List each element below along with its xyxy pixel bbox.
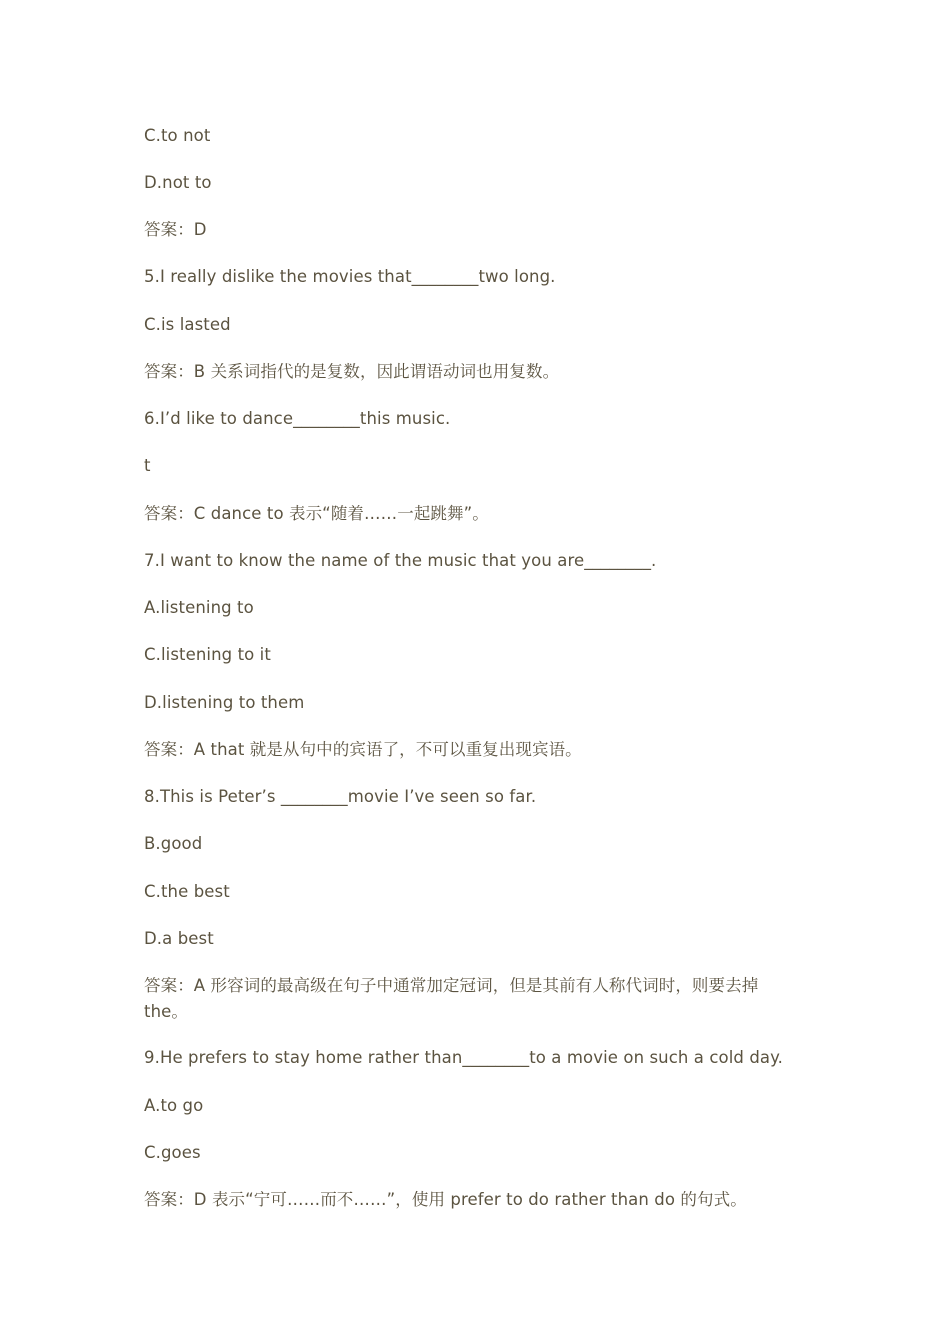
question-7: 7.I want to know the name of the music that you are________. [144, 551, 657, 570]
option-c-q7: C.listening to it [144, 645, 271, 664]
option-d-q8: D.a best [144, 929, 214, 948]
answer-q6: 答案：C dance to 表示“随着……一起跳舞”。 [144, 504, 489, 523]
answer-q7: 答案：A that 就是从句中的宾语了，不可以重复出现宾语。 [144, 740, 582, 759]
question-8: 8.This is Peter’s ________movie I’ve seen so far. [144, 787, 537, 806]
option-c-q9: C.goes [144, 1143, 201, 1162]
answer-q5: 答案：B 关系词指代的是复数，因此谓语动词也用复数。 [144, 362, 560, 381]
answer-q9: 答案：D 表示“宁可……而不……”，使用 prefer to do rather than do 的句式。 [144, 1190, 747, 1209]
option-a-q9: A.to go [144, 1096, 204, 1115]
option-d-q4: D.not to [144, 173, 212, 192]
option-b-q8: B.good [144, 834, 203, 853]
option-c-q8: C.the best [144, 882, 230, 901]
fragment-line: t [144, 456, 151, 475]
option-a-q7: A.listening to [144, 598, 254, 617]
answer-q8: 答案：A 形容词的最高级在句子中通常加定冠词，但是其前有人称代词时，则要去掉the。 [144, 976, 759, 1021]
option-d-q7: D.listening to them [144, 693, 305, 712]
option-c-q5: C.is lasted [144, 315, 231, 334]
question-6: 6.I’d like to dance________this music. [144, 409, 451, 428]
question-9: 9.He prefers to stay home rather than________to a movie on such a cold day. [144, 1048, 783, 1067]
option-c-q4: C.to not [144, 126, 211, 145]
question-5: 5.I really dislike the movies that________two long. [144, 267, 556, 286]
answer-q4: 答案：D [144, 220, 207, 239]
